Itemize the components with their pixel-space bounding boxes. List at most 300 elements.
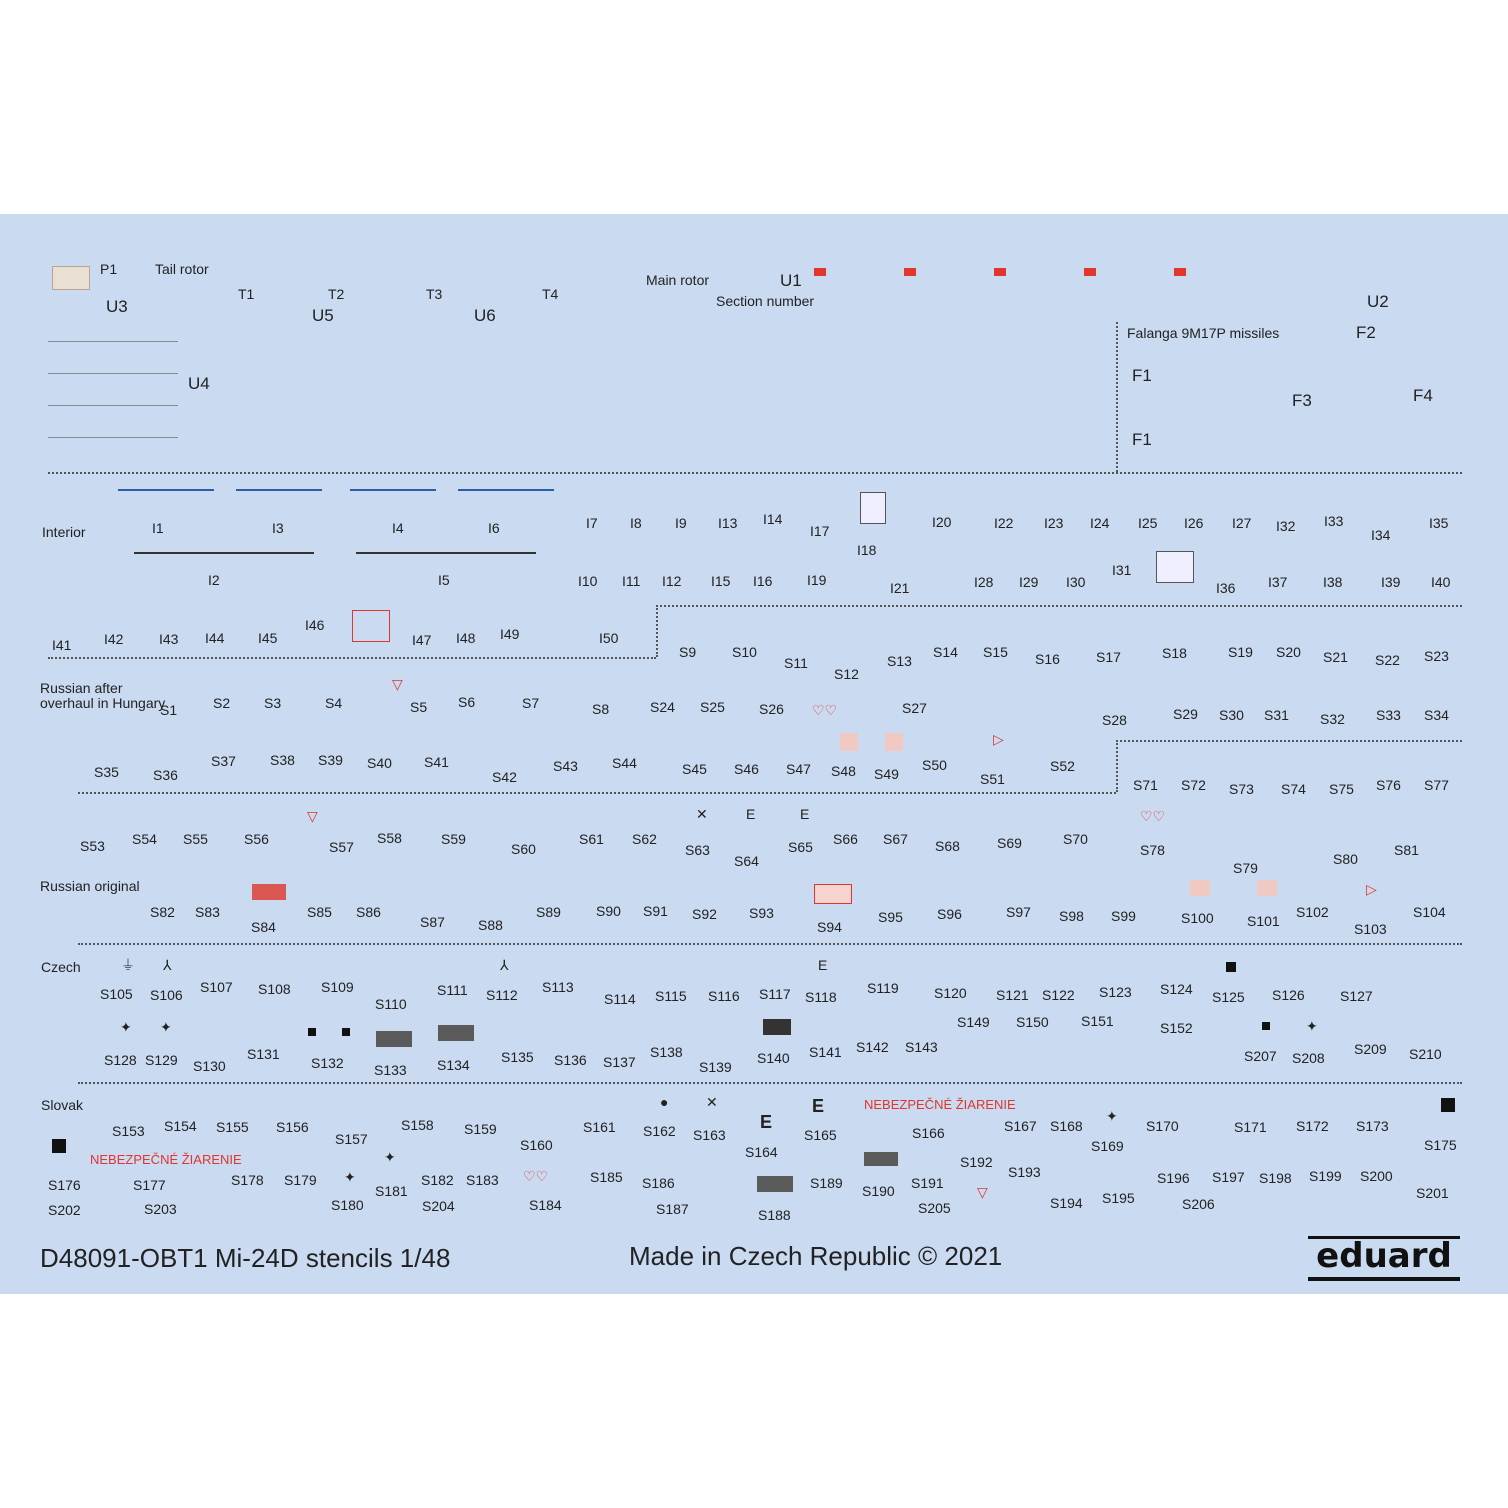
tail-rotor-heading: Tail rotor (155, 261, 209, 277)
eduard-logo: eduard (1308, 1236, 1460, 1281)
separator-falanga (1116, 322, 1118, 472)
stencil-label-s84: S84 (251, 919, 276, 935)
stencil-label-f2: F2 (1356, 323, 1376, 342)
stencil-label-s189: S189 (810, 1175, 843, 1191)
stencil-label-i27: I27 (1232, 515, 1252, 531)
stencil-label-s56: S56 (244, 831, 269, 847)
stencil-label-i10: I10 (578, 573, 598, 589)
stencil-label-s103: S103 (1354, 921, 1387, 937)
stencil-label-i31: I31 (1112, 562, 1132, 578)
u1-flag-icon (994, 268, 1006, 276)
main-rotor-heading: Main rotor (646, 272, 710, 288)
stencil-label-s52: S52 (1050, 758, 1075, 774)
s134-placard-icon (438, 1025, 474, 1041)
s164-e-icon: E (760, 1112, 773, 1132)
s106-symbol-icon: ⅄ (163, 957, 172, 973)
s140-placard-icon (763, 1019, 791, 1035)
i18-placard-icon (860, 492, 886, 524)
stencil-label-s151: S151 (1081, 1013, 1114, 1029)
stencil-label-s136: S136 (554, 1052, 587, 1068)
stencil-label-s91: S91 (643, 903, 668, 919)
stencil-label-s8: S8 (592, 701, 610, 717)
stencil-label-u4: U4 (188, 374, 210, 393)
u1-flag-icon (814, 268, 826, 276)
stencil-label-s82: S82 (150, 904, 175, 920)
stencil-label-s126: S126 (1272, 987, 1305, 1003)
stencil-label-s152: S152 (1160, 1020, 1193, 1036)
stencil-label-u6: U6 (474, 306, 496, 325)
stencil-label-s199: S199 (1309, 1168, 1342, 1184)
stencil-label-s120: S120 (934, 985, 967, 1001)
s208-star-icon: ✦ (1306, 1018, 1318, 1034)
stencil-label-s72: S72 (1181, 777, 1206, 793)
s63-cross-icon: ✕ (696, 806, 708, 822)
s105-ground-icon: ⏚ (121, 957, 135, 973)
stencil-label-s181: S181 (375, 1183, 408, 1199)
s133-placard-icon (376, 1031, 412, 1047)
separator-s71-step (1116, 740, 1118, 792)
stencil-label-s12: S12 (834, 666, 859, 682)
stencil-label-s47: S47 (786, 761, 811, 777)
stencil-label-s183: S183 (466, 1172, 499, 1188)
s162-dot-icon: ● (660, 1094, 669, 1110)
stencil-label-i14: I14 (763, 511, 783, 527)
stencil-label-s35: S35 (94, 764, 119, 780)
stencil-label-s163: S163 (693, 1127, 726, 1143)
s94-placard-icon (814, 884, 852, 904)
stencil-label-i23: I23 (1044, 515, 1064, 531)
s165-e-icon: E (812, 1096, 825, 1116)
stencil-label-s111: S111 (437, 982, 468, 998)
stencil-label-s25: S25 (700, 699, 725, 715)
stencil-label-s1: S1 (160, 702, 178, 718)
u3-dash-3 (48, 405, 178, 406)
stencil-label-s170: S170 (1146, 1118, 1179, 1134)
stencil-label-i25: I25 (1138, 515, 1158, 531)
stencil-label-s44: S44 (612, 755, 637, 771)
stencil-label-s59: S59 (441, 831, 466, 847)
stencil-label-i1: I1 (152, 520, 164, 536)
stencil-label-s51: S51 (980, 771, 1005, 787)
stencil-label-s32: S32 (1320, 711, 1345, 727)
stencil-label-s30: S30 (1219, 707, 1244, 723)
stencil-label-s159: S159 (464, 1121, 497, 1137)
stencil-label-i41: I41 (52, 637, 72, 653)
stencil-label-s109: S109 (321, 979, 354, 995)
stencil-label-s19: S19 (1228, 644, 1253, 660)
stencil-label-s4: S4 (325, 695, 343, 711)
stencil-label-s60: S60 (511, 841, 536, 857)
stencil-label-s196: S196 (1157, 1170, 1190, 1186)
stencil-label-s169: S169 (1091, 1138, 1124, 1154)
section-number-heading: Section number (716, 293, 815, 309)
s64-e-icon: E (746, 806, 756, 822)
u3-dash-2 (48, 373, 178, 374)
stencil-label-s66: S66 (833, 831, 858, 847)
stencil-label-s93: S93 (749, 905, 774, 921)
stencil-label-u5: U5 (312, 306, 334, 325)
stencil-label-s43: S43 (553, 758, 578, 774)
warning-text-s177: NEBEZPEČNÉ ŽIARENIE (90, 1152, 242, 1167)
stencil-label-s101: S101 (1247, 913, 1280, 929)
stencil-label-s76: S76 (1376, 777, 1401, 793)
stencil-label-s184: S184 (529, 1197, 562, 1213)
stencil-label-s50: S50 (922, 757, 947, 773)
stencil-label-s54: S54 (132, 831, 157, 847)
s132-square-icon (308, 1028, 316, 1036)
i6-rule (458, 489, 554, 491)
stencil-label-s83: S83 (195, 904, 220, 920)
stencil-label-s112: S112 (486, 987, 518, 1003)
stencil-label-s176: S176 (48, 1177, 81, 1193)
stencil-label-s94: S94 (817, 919, 842, 935)
stencil-label-s178: S178 (231, 1172, 264, 1188)
stencil-label-s98: S98 (1059, 908, 1084, 924)
stencil-label-s89: S89 (536, 904, 561, 920)
stencil-label-s77: S77 (1424, 777, 1449, 793)
i1-rule (118, 489, 214, 491)
stencil-label-i44: I44 (205, 630, 225, 646)
stencil-label-s134: S134 (437, 1057, 470, 1073)
stencil-label-f1: F1 (1132, 430, 1152, 449)
i2-rule (134, 552, 314, 554)
stencil-label-s128: S128 (104, 1052, 137, 1068)
s57-triangle-icon: ▽ (307, 808, 318, 824)
stencil-label-i28: I28 (974, 574, 994, 590)
stencil-label-s203: S203 (144, 1201, 177, 1217)
stencil-label-s186: S186 (642, 1175, 675, 1191)
stencil-label-s10: S10 (732, 644, 757, 660)
stencil-label-s208: S208 (1292, 1050, 1325, 1066)
stencil-label-s70: S70 (1063, 831, 1088, 847)
s65-e-icon: E (800, 806, 810, 822)
s118-e-icon: E (818, 957, 828, 973)
s169-star-icon: ✦ (1106, 1108, 1118, 1124)
stencil-label-s175: S175 (1424, 1137, 1457, 1153)
stencil-label-s156: S156 (276, 1119, 309, 1135)
stencil-label-s198: S198 (1259, 1170, 1292, 1186)
stencil-label-s105: S105 (100, 986, 133, 1002)
stencil-label-s57: S57 (329, 839, 354, 855)
stencil-label-s124: S124 (1160, 981, 1193, 997)
stencil-label-s92: S92 (692, 906, 717, 922)
i5-rule (356, 552, 536, 554)
u3-dash-1 (48, 341, 178, 342)
stencil-label-s69: S69 (997, 835, 1022, 851)
separator-czech (78, 1082, 1462, 1084)
stencil-label-i3: I3 (272, 520, 284, 536)
u1-flag-icon (1174, 268, 1186, 276)
stencil-label-s155: S155 (216, 1119, 249, 1135)
u1-flag-icon (904, 268, 916, 276)
stencil-label-i47: I47 (412, 632, 432, 648)
stencil-label-i8: I8 (630, 515, 642, 531)
stencil-label-s201: S201 (1416, 1185, 1449, 1201)
s125-square-icon (1226, 962, 1236, 972)
stencil-label-s173: S173 (1356, 1118, 1389, 1134)
stencil-label-s15: S15 (983, 644, 1008, 660)
s188-placard-icon (757, 1176, 793, 1192)
stencil-label-s27: S27 (902, 700, 927, 716)
warning-text-s166: NEBEZPEČNÉ ŽIARENIE (864, 1097, 1016, 1112)
stencil-label-s206: S206 (1182, 1196, 1215, 1212)
stencil-label-s41: S41 (424, 754, 449, 770)
stencil-label-s38: S38 (270, 752, 295, 768)
stencil-label-s140: S140 (757, 1050, 790, 1066)
stencil-label-s154: S154 (164, 1118, 197, 1134)
s51-triangle-icon: ▷ (993, 731, 1004, 747)
stencil-label-i39: I39 (1381, 574, 1401, 590)
p1-placard-icon (52, 266, 90, 290)
u3-dash-4 (48, 437, 178, 438)
stencil-label-s133: S133 (374, 1062, 407, 1078)
stencil-label-s55: S55 (183, 831, 208, 847)
stencil-label-i13: I13 (718, 515, 738, 531)
separator-russian-after (78, 792, 1116, 794)
stencil-label-i26: I26 (1184, 515, 1204, 531)
i46-placard-icon (352, 610, 390, 642)
stencil-label-u1: U1 (780, 271, 802, 290)
stencil-label-s49: S49 (874, 766, 899, 782)
stencil-label-s164: S164 (745, 1144, 778, 1160)
stencil-label-s177: S177 (133, 1177, 166, 1193)
stencil-label-i16: I16 (753, 573, 773, 589)
stencil-label-i2: I2 (208, 572, 220, 588)
stencil-label-s123: S123 (1099, 984, 1132, 1000)
stencil-label-s28: S28 (1102, 712, 1127, 728)
stencil-label-p1: P1 (100, 261, 118, 277)
stencil-label-s116: S116 (708, 988, 740, 1004)
separator-interior-left (48, 657, 656, 659)
czech-heading: Czech (41, 959, 81, 975)
stencil-label-s204: S204 (422, 1198, 455, 1214)
s49-marker-icon (885, 733, 903, 751)
stencil-label-s40: S40 (367, 755, 392, 771)
stencil-label-s106: S106 (150, 987, 183, 1003)
stencil-label-i6: I6 (488, 520, 500, 536)
stencil-label-s160: S160 (520, 1137, 553, 1153)
stencil-label-s127: S127 (1340, 988, 1373, 1004)
stencil-label-s165: S165 (804, 1127, 837, 1143)
stencil-label-s42: S42 (492, 769, 517, 785)
stencil-label-s11: S11 (784, 655, 808, 671)
stencil-label-i19: I19 (807, 572, 827, 588)
stencil-label-i35: I35 (1429, 515, 1449, 531)
stencil-label-s191: S191 (911, 1175, 944, 1191)
stencil-label-s90: S90 (596, 903, 621, 919)
stencil-label-s7: S7 (522, 695, 540, 711)
stencil-label-s166: S166 (912, 1125, 945, 1141)
stencil-label-s153: S153 (112, 1123, 145, 1139)
stencil-label-s13: S13 (887, 653, 912, 669)
stencil-label-i38: I38 (1323, 574, 1343, 590)
interior-heading: Interior (42, 524, 86, 540)
stencil-label-i42: I42 (104, 631, 124, 647)
stencil-label-i50: I50 (599, 630, 619, 646)
stencil-label-i46: I46 (305, 617, 325, 633)
stencil-label-s39: S39 (318, 752, 343, 768)
s184-hearts-icon: ♡♡ (523, 1168, 549, 1184)
stencil-label-s88: S88 (478, 917, 503, 933)
stencil-label-s87: S87 (420, 914, 445, 930)
stencil-label-s71: S71 (1133, 777, 1158, 793)
stencil-label-t3: T3 (426, 286, 443, 302)
stencil-label-i34: I34 (1371, 527, 1391, 543)
stencil-label-s119: S119 (867, 980, 899, 996)
stencil-label-t4: T4 (542, 286, 559, 302)
stencil-label-s162: S162 (643, 1123, 676, 1139)
stencil-label-s16: S16 (1035, 651, 1060, 667)
stencil-label-s68: S68 (935, 838, 960, 854)
stencil-label-i4: I4 (392, 520, 404, 536)
stencil-label-s20: S20 (1276, 644, 1301, 660)
stencil-label-s99: S99 (1111, 908, 1136, 924)
stencil-label-i40: I40 (1431, 574, 1451, 590)
stencil-label-s46: S46 (734, 761, 759, 777)
stencil-label-s64: S64 (734, 853, 759, 869)
separator-russian-original (78, 943, 1462, 945)
stencil-label-s202: S202 (48, 1202, 81, 1218)
i4-rule (350, 489, 436, 491)
made-in-text: Made in Czech Republic © 2021 (629, 1241, 1003, 1271)
stencil-label-u2: U2 (1367, 292, 1389, 311)
stencil-label-s37: S37 (211, 753, 236, 769)
stencil-label-s63: S63 (685, 842, 710, 858)
s181-star-icon: ✦ (384, 1149, 396, 1165)
stencil-label-i9: I9 (675, 515, 687, 531)
stencil-label-s104: S104 (1413, 904, 1446, 920)
stencil-label-s172: S172 (1296, 1118, 1329, 1134)
stencil-label-s23: S23 (1424, 648, 1449, 664)
stencil-label-i12: I12 (662, 573, 682, 589)
stencil-label-s142: S142 (856, 1039, 889, 1055)
stencil-label-s135: S135 (501, 1049, 534, 1065)
stencil-label-i36: I36 (1216, 580, 1236, 596)
stencil-label-s200: S200 (1360, 1168, 1393, 1184)
s207-square-icon (1262, 1022, 1270, 1030)
u1-flag-icon (1084, 268, 1096, 276)
stencil-label-s107: S107 (200, 979, 233, 995)
stencil-label-s179: S179 (284, 1172, 317, 1188)
product-code: D48091-OBT1 Mi-24D stencils 1/48 (40, 1243, 451, 1273)
stencil-label-s17: S17 (1096, 649, 1121, 665)
stencil-label-s117: S117 (759, 986, 791, 1002)
stencil-label-s58: S58 (377, 830, 402, 846)
stencil-label-s118: S118 (805, 989, 837, 1005)
stencil-label-f4: F4 (1413, 386, 1433, 405)
stencil-label-s14: S14 (933, 644, 958, 660)
stencil-label-i48: I48 (456, 630, 476, 646)
stencil-label-s197: S197 (1212, 1169, 1245, 1185)
s163-cross-icon: ✕ (706, 1094, 718, 1110)
s190-placard-icon (864, 1152, 898, 1166)
stencil-label-s86: S86 (356, 904, 381, 920)
stencil-label-s34: S34 (1424, 707, 1449, 723)
stencil-label-s9: S9 (679, 644, 697, 660)
s112-symbol-icon: ⅄ (500, 957, 509, 973)
stencil-label-i30: I30 (1066, 574, 1086, 590)
s132-square-icon (342, 1028, 350, 1036)
stencil-label-s26: S26 (759, 701, 784, 717)
stencil-label-s158: S158 (401, 1117, 434, 1133)
stencil-label-s139: S139 (699, 1059, 732, 1075)
stencil-label-s100: S100 (1181, 910, 1214, 926)
stencil-label-t2: T2 (328, 286, 345, 302)
stencil-label-s6: S6 (458, 694, 476, 710)
s101-marker-icon (1257, 880, 1277, 896)
stencil-label-i45: I45 (258, 630, 278, 646)
stencil-label-s21: S21 (1323, 649, 1348, 665)
stencil-label-i21: I21 (890, 580, 910, 596)
stencil-label-s102: S102 (1296, 904, 1329, 920)
stencil-label-s75: S75 (1329, 781, 1354, 797)
stencil-label-s5: S5 (410, 699, 428, 715)
stencil-label-s137: S137 (603, 1054, 636, 1070)
stencil-label-s194: S194 (1050, 1195, 1083, 1211)
russian-original-heading: Russian original (40, 878, 140, 894)
stencil-label-i33: I33 (1324, 513, 1344, 529)
stencil-label-s132: S132 (311, 1055, 344, 1071)
s128-star-icon: ✦ (120, 1019, 132, 1035)
stencil-label-u3: U3 (106, 297, 128, 316)
stencil-label-s150: S150 (1016, 1014, 1049, 1030)
stencil-label-s157: S157 (335, 1131, 368, 1147)
s26-hearts-icon: ♡♡ (812, 702, 838, 718)
stencil-label-i37: I37 (1268, 574, 1288, 590)
separator-interior-step (656, 605, 658, 657)
stencil-label-s61: S61 (579, 831, 604, 847)
stencil-label-s97: S97 (1006, 904, 1031, 920)
stencil-label-s192: S192 (960, 1154, 993, 1170)
stencil-label-i24: I24 (1090, 515, 1110, 531)
stencil-label-i18: I18 (857, 542, 877, 558)
stencil-label-f1: F1 (1132, 366, 1152, 385)
stencil-label-s209: S209 (1354, 1041, 1387, 1057)
stencil-label-s195: S195 (1102, 1190, 1135, 1206)
stencil-label-s18: S18 (1162, 645, 1187, 661)
stencil-label-s205: S205 (918, 1200, 951, 1216)
stencil-label-s188: S188 (758, 1207, 791, 1223)
s129-star-icon: ✦ (160, 1019, 172, 1035)
stencil-label-s180: S180 (331, 1197, 364, 1213)
stencil-label-s207: S207 (1244, 1048, 1277, 1064)
stencil-label-i32: I32 (1276, 518, 1296, 534)
separator-interior-right (656, 605, 1462, 607)
stencil-label-s48: S48 (831, 763, 856, 779)
stencil-label-s96: S96 (937, 906, 962, 922)
separator-rotor (48, 472, 1462, 474)
s48-marker-icon (840, 733, 858, 751)
stencil-label-s110: S110 (375, 996, 407, 1012)
stencil-label-s141: S141 (809, 1044, 842, 1060)
stencil-label-s138: S138 (650, 1044, 683, 1060)
stencil-label-i29: I29 (1019, 574, 1039, 590)
stencil-label-s185: S185 (590, 1169, 623, 1185)
stencil-label-s85: S85 (307, 904, 332, 920)
s84-placard-icon (252, 884, 286, 900)
stencil-label-s31: S31 (1264, 707, 1289, 723)
stencil-label-s210: S210 (1409, 1046, 1442, 1062)
stencil-label-s114: S114 (604, 991, 636, 1007)
stencil-label-s81: S81 (1394, 842, 1419, 858)
s175-square-icon (1441, 1098, 1455, 1112)
stencil-label-s115: S115 (655, 988, 687, 1004)
stencil-label-s125: S125 (1212, 989, 1245, 1005)
stencil-label-s45: S45 (682, 761, 707, 777)
stencil-label-s131: S131 (247, 1046, 280, 1062)
stencil-label-i5: I5 (438, 572, 450, 588)
s180-star-icon: ✦ (344, 1169, 356, 1185)
